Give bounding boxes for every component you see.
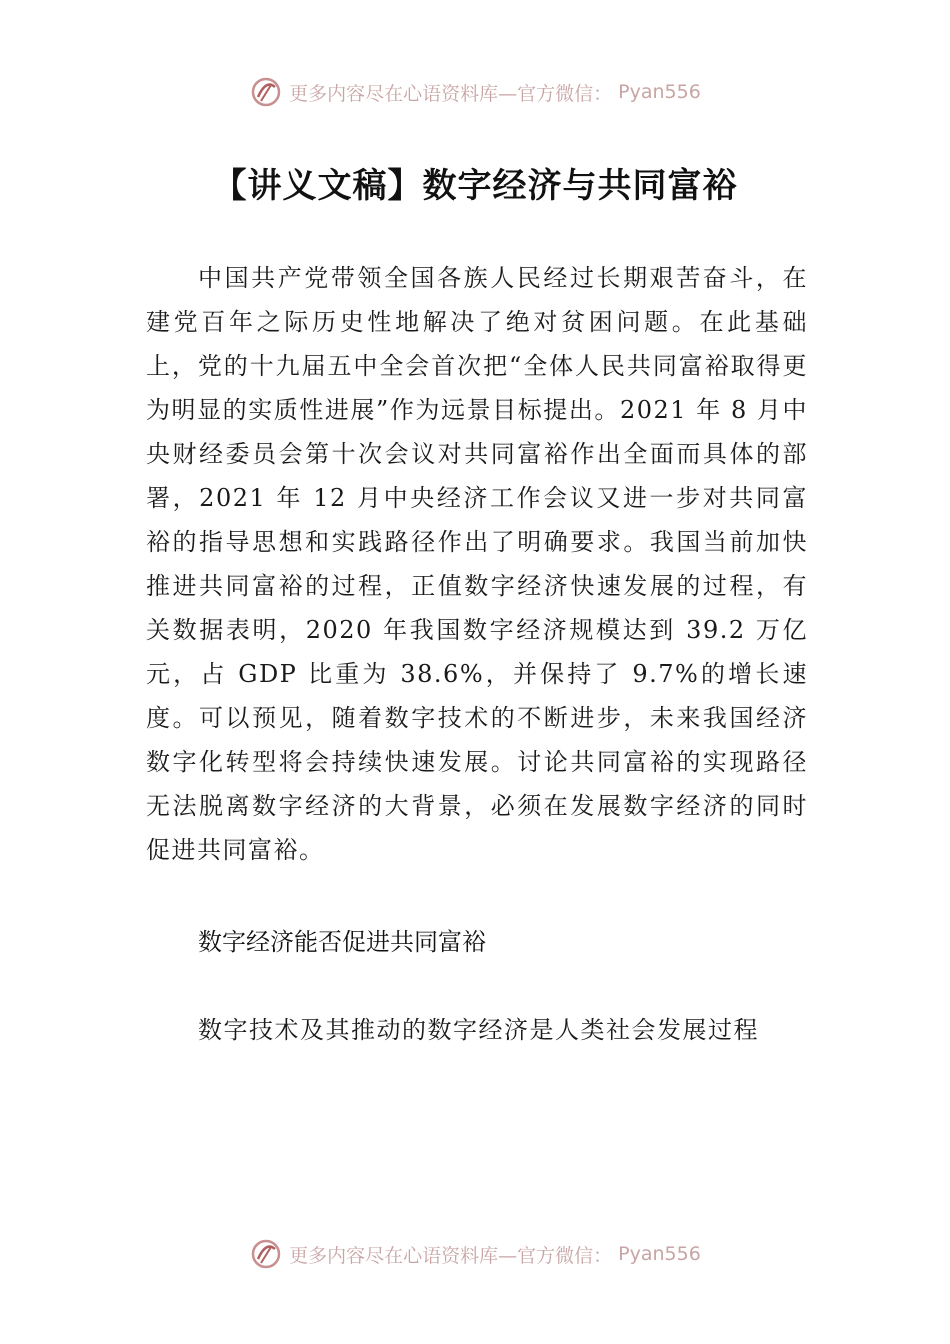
watermark-text: 更多内容尽在心语资料库—官方微信： (289, 1244, 613, 1267)
watermark-wechat-id: Pyan556 (618, 1243, 701, 1265)
body-paragraph-2: 数字技术及其推动的数字经济是人类社会发展过程 (198, 1016, 759, 1044)
body-paragraph-1: 中国共产党带领全国各族人民经过长期艰苦奋斗，在建党百年之际历史性地解决了绝对贫困问题。在此基础上，党的十九届五中全会首次把“全体人民共同富裕取得更为明显的实质性进展”作为远景目标提出。2021 年 8 月中央财经委员会第十次会议对共同富裕作出全面而具体的部署，2021 年 12 月中央经济工作会议又进一步对共同富裕的指导思想和实践路径作出了明确要求。我国当前加快推进共同富裕的过程，正值数字经济快速发展的过程，有关数据表明，2020 年我国数字经济规模达到 39.2 万亿元，占 GDP 比重为 38.6%，并保持了 9.7%的增长速度。可以预见，随着数字技术的不断进步，未来我国经济数字化转型将会持续快速发展。讨论共同富裕的实现路径无法脱离数字经济的大背景，必须在发展数字经济的同时促进共同富裕。 (146, 264, 808, 864)
section-heading: 数字经济能否促进共同富裕 (198, 928, 486, 956)
header-watermark (0, 72, 950, 112)
document-title: 【讲义文稿】数字经济与共同富裕 (212, 166, 738, 206)
footer-watermark (0, 1234, 950, 1274)
watermark-wechat-id: Pyan556 (618, 81, 701, 103)
watermark-logo-icon (249, 1237, 283, 1271)
watermark-text: 更多内容尽在心语资料库—官方微信： (289, 82, 613, 105)
watermark-logo-icon (249, 75, 283, 109)
